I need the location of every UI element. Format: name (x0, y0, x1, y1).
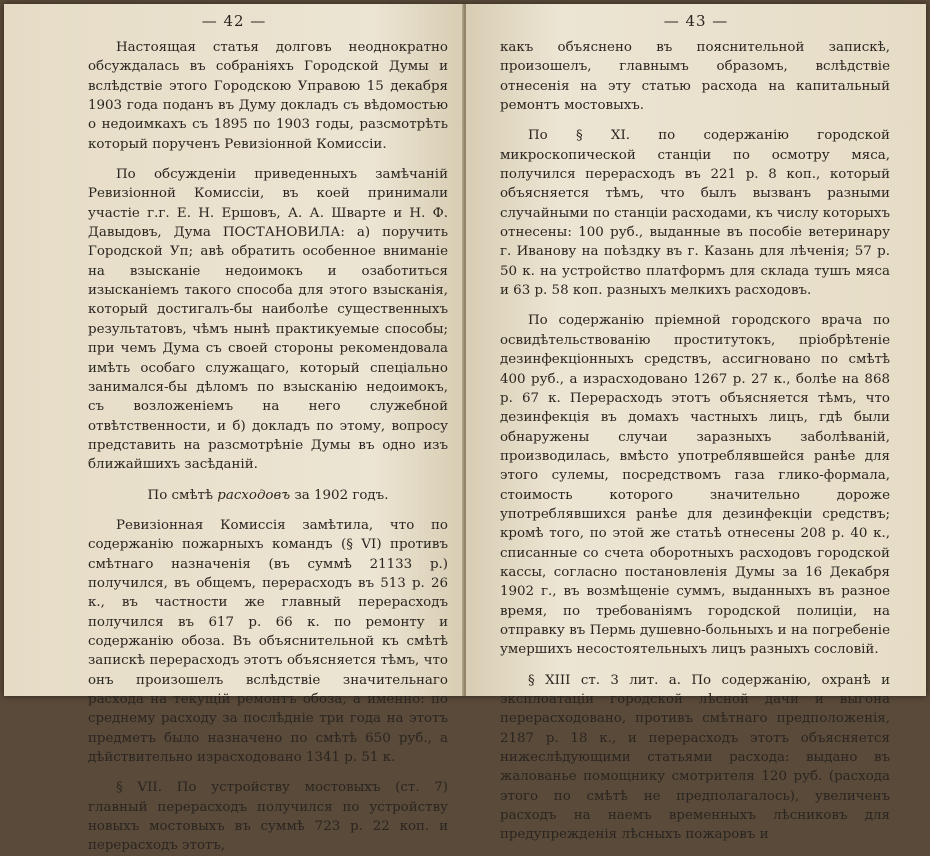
heading-prefix: По смѣтѣ (147, 487, 218, 503)
paragraph-fire-brigades: Ревизiонная Комиссiя замѣтила, что по содержанiю пожарныхъ командъ (§ VI) противъ смѣтнаго назначенiя (въ суммѣ 21133 р.) получился, въ общемъ, перерасходъ въ 513 р. 26 к., въ частности же главный перерасходъ получился въ 617 р. 66 к. по ремонту и содержанiю обоза. Въ объяснительной къ смѣтѣ запискѣ перерасходъ этотъ объясняется тѣмъ, что онъ произошелъ вслѣдствiе значительнаго расхода на текущiй ремонтъ обоза, а именно: по среднему расходу за послѣднiе три года на этотъ предметъ было назначено по смѣтѣ 650 руб., а дѣйствительно израсходовано 1341 р. 51 к. (88, 517, 448, 766)
heading-italic: расходовъ (217, 487, 291, 503)
left-page-text (88, 38, 448, 856)
paragraph-continuation: какъ объяснено въ пояснительной запискѣ, произошелъ, главнымъ образомъ, вслѣдствiе отнесенiя на эту статью расхода на капитальный ремонтъ мостовыхъ. (500, 40, 890, 114)
heading-suffix: за 1902 годъ. (290, 487, 389, 503)
right-page-text (500, 38, 890, 845)
paragraph-forest-dacha: § XIII ст. 3 лит. а. По содержанiю, охранѣ и эксплоатацiи городской лѣсной дачи и выгона перерасходовано, противъ смѣтнаго предположенiя, 2187 р. 18 к., и перерасходъ этотъ объясняется нижеслѣдующими статьями расхода: выдано въ жалованье помощнику смотрителя 120 руб. (расхода этого по смѣтѣ не предполагалось), увеличенъ расходъ на наемъ временныхъ лѣсниковъ для предупрежденiя лѣсныхъ пожаровъ и (500, 672, 890, 843)
page-number-42: — 42 — (201, 12, 267, 30)
paragraph-pavements: § VII. По устройству мостовыхъ (ст. 7) главный перерасходъ получился по устройству новыхъ мостовыхъ въ суммѣ 723 р. 22 коп. и перерасходъ этотъ, (88, 780, 448, 854)
book-spread (4, 4, 926, 854)
paragraph-debts: Настоящая статья долговъ неоднократно обсуждалась въ собранiяхъ Городской Думы и вслѣдствiе этого Городскою Управою 15 декабря 1903 года поданъ въ Думу докладъ съ вѣдомостью о недоимкахъ съ 1895 по 1903 годы, разсмотрѣть который порученъ Ревизiонной Комиссiи. (88, 40, 448, 152)
right-page (466, 4, 926, 843)
paragraph-resolution: По обсужденiи приведенныхъ замѣчанiй Ревизiонной Комиссiи, въ коей принимали участiе г.г. Е. Н. Ершовъ, А. А. Шварте и Н. Ф. Давыдовъ, Дума ПОСТАНОВИЛА: а) поручить Городской Уп; авѣ обратить особенное вниманiе на взысканiе недоимокъ и озаботиться изысканiемъ такого способа для этого взысканiя, который достигалъ-бы наиболѣе существенныхъ результатовъ, чѣмъ нынѣ практикуемые способы; при чемъ Дума съ своей стороны рекомендовала имѣть особаго служащаго, который спецiально занимался-бы дѣломъ по взысканiю недоимокъ, съ возложенiемъ на него служебной отвѣтственности, и б) докладъ по этому, вопросу представить на разсмотрѣнiе Думы въ одно изъ ближайшихъ засѣданiй. (88, 167, 448, 473)
left-page (4, 4, 464, 854)
section-heading-expenses (88, 486, 448, 505)
paragraph-microscopic-station: По § XI. по содержанiю городской микроскопической станцiи по осмотру мяса, получился перерасходъ въ 221 р. 8 коп., который объясняется тѣмъ, что былъ вызванъ разными случайными по станцiи расходами, къ числу которыхъ отнесены: 100 руб., выданные въ пособiе ветеринару г. Иванову на поѣздку въ г. Казань для лѣченiя; 57 р. 50 к. на устройство платформъ для склада тушъ мяса и 63 р. 58 коп. разныхъ мелкихъ расходовъ. (500, 128, 890, 299)
paragraph-reception-doctor: По содержанiю прiемной городского врача по освидѣтельствованiю проститутокъ, прiобрѣтенiе дезинфекцiонныхъ средствъ, ассигновано по смѣтѣ 400 руб., а израсходовано 1267 р. 27 к., болѣе на 868 р. 67 к. Перерасходъ этотъ объясняется тѣмъ, что дезинфекцiя въ домахъ частныхъ лицъ, гдѣ были обнаружены случаи заразныхъ заболѣванiй, производилась, вмѣсто употреблявшейся ранѣе для этого сулемы, посредствомъ газа глико-формала, стоимость которого значительно дороже употреблявшихся ранѣе для дезинфекцiи средствъ; кромѣ того, по этой же статьѣ отнесены 208 р. 40 к., списанные со счета оборотныхъ расходовъ городской кассы, согласно постановленiя Думы за 16 Декабря 1902 г., въ возмѣщенiе суммъ, выданныхъ въ разное время, по требованiямъ городской полицiи, на отправку въ Пермь душевно-больныхъ и на погребенiе умершихъ несостоятельныхъ лицъ разныхъ сословiй. (500, 313, 890, 658)
page-number-43: — 43 — (663, 12, 729, 30)
